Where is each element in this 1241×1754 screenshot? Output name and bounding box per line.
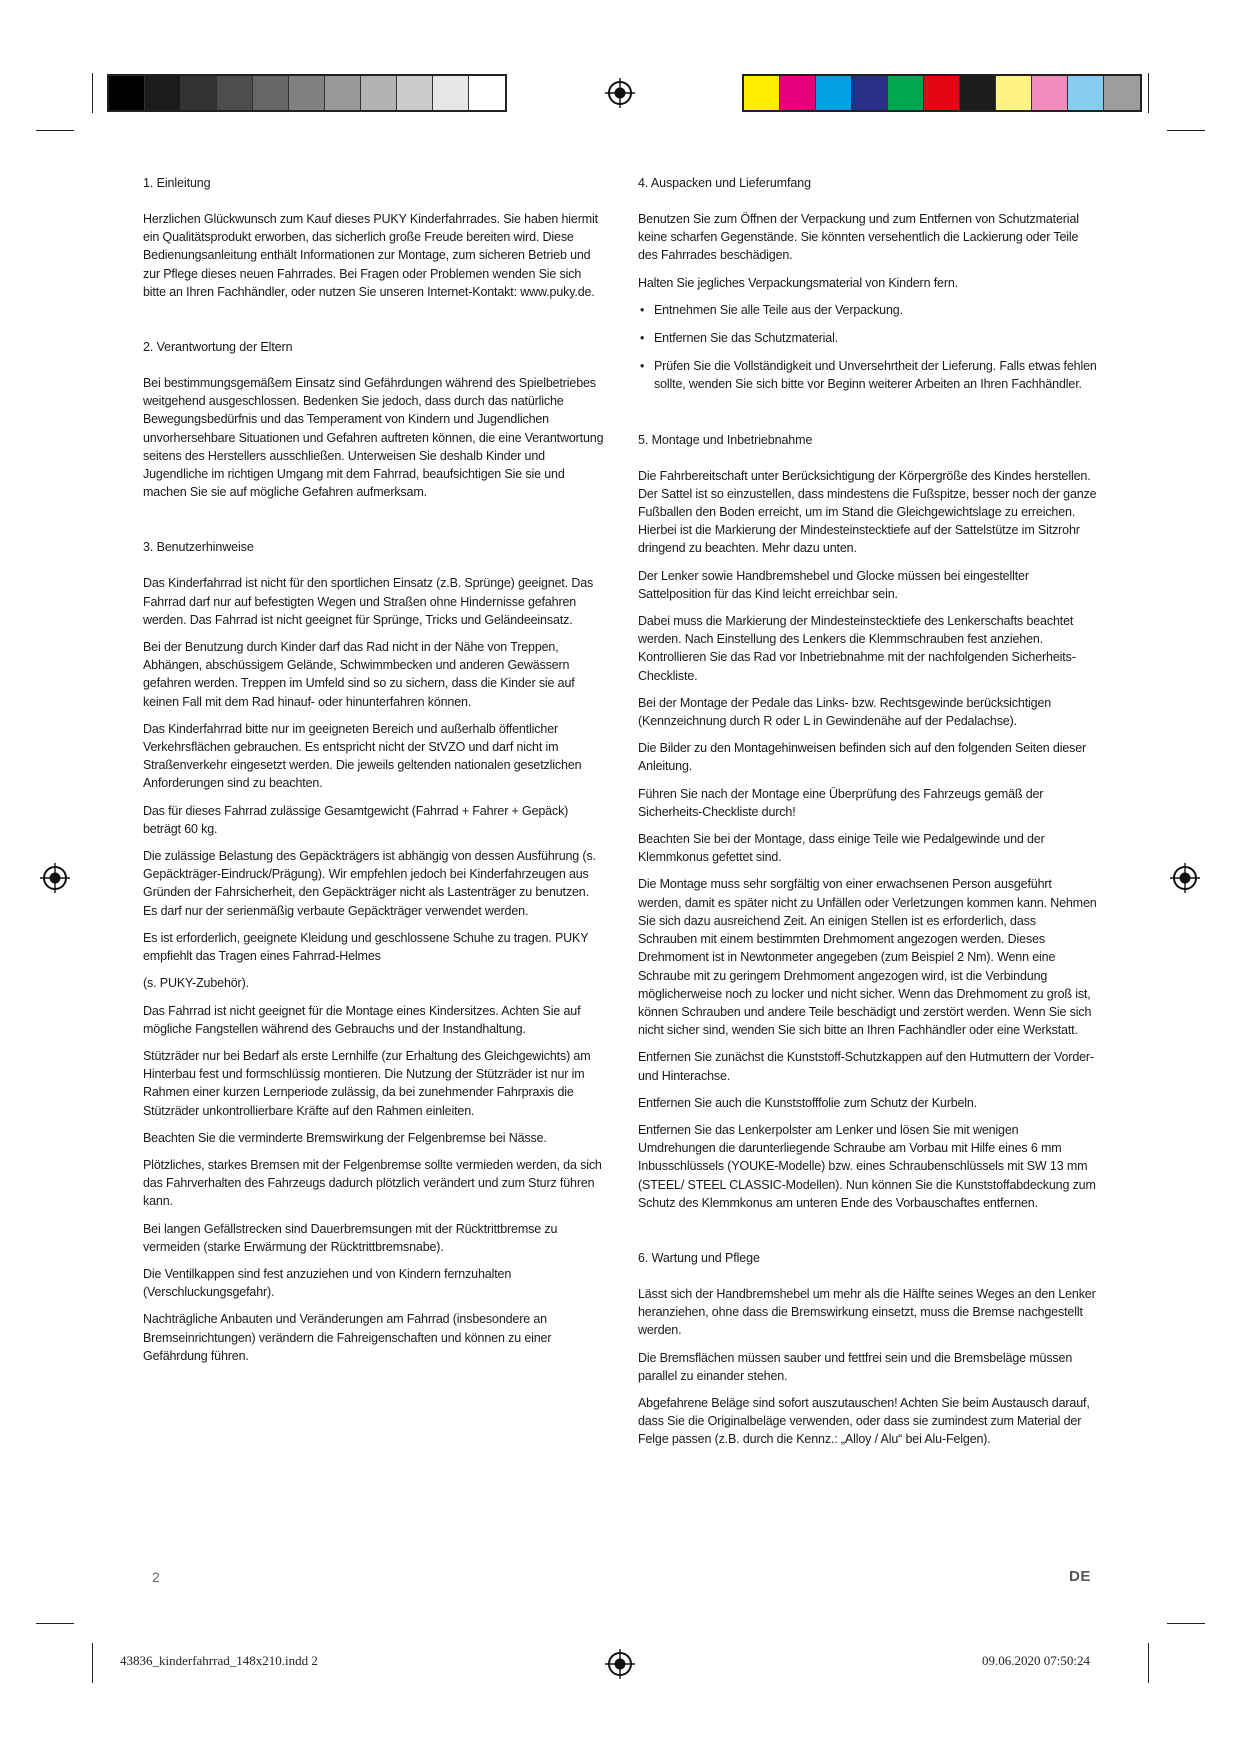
paragraph: Bei der Montage der Pedale das Links- bzw. Rechtsgewinde berücksichtigen (Kennzeichnung durch R oder L in Gewindenähe auf der Pedalachse). bbox=[638, 695, 1052, 729]
color-swatch bbox=[888, 76, 924, 110]
crop-mark bbox=[36, 130, 74, 131]
paragraph: Dabei muss die Markierung der Mindesteinstecktiefe des Lenkerschafts beachtet werden. Nach Einstellung des Lenkers die Klemmschrauben fest anziehen. Kontrollieren Sie das Rad vor Inbetriebnahme mit der nachfolgenden Sicherheits-Checkliste. bbox=[638, 614, 1076, 683]
paragraph: Bei bestimmungsgemäßem Einsatz sind Gefährdungen während des Spielbetriebes weitgehend ausgeschlossen. Bedenken Sie jedoch, dass durch das natürliche Bewegungsbedürfnis und das Temperament von Kindern und Jugendlichen unvorhersehbare Situationen und Gefahren auftreten können, die eine Verantwortung seitens des Herstellers ausschließen. Unterweisen Sie deshalb Kinder und Jugendliche im richtigen Umgang mit dem Fahrrad, beaufsichtigen Sie sie und machen Sie sie auf mögliche Gefahren aufmerksam. bbox=[143, 376, 604, 500]
section-wartung bbox=[638, 1250, 1098, 1449]
color-swatch bbox=[960, 76, 996, 110]
color-swatch bbox=[852, 76, 888, 110]
registration-mark-icon bbox=[605, 78, 635, 108]
gray-swatch bbox=[289, 76, 325, 110]
registration-mark-icon bbox=[40, 863, 70, 893]
list-item: • Prüfen Sie die Vollständigkeit und Unversehrtheit der Lieferung. Falls etwas fehlen sollte, wenden Sie sich bitte vor Beginn weiterer Arbeiten an Ihren Fachhändler. bbox=[638, 357, 1098, 393]
gray-swatch bbox=[217, 76, 253, 110]
print-slug-date: 09.06.2020 07:50:24 bbox=[982, 1653, 1090, 1668]
color-swatch bbox=[996, 76, 1032, 110]
paragraph: Die Ventilkappen sind fest anzuziehen und von Kindern fernzuhalten (Verschluckungsgefahr). bbox=[143, 1266, 512, 1300]
paragraph: Abgefahrene Beläge sind sofort auszutauschen! Achten Sie beim Austausch darauf, dass Sie die Originalbeläge verwenden, oder dass sie zumindest zum Material der Felge passen (z.B. durch die Kennz.: „Alloy / Alu“ bei Alu-Felgen). bbox=[638, 1395, 1090, 1447]
section-heading: 6. Wartung und Pflege bbox=[638, 1250, 760, 1265]
paragraph: Das Kinderfahrrad ist nicht für den sportlichen Einsatz (z.B. Sprünge) geeignet. Das Fahrrad darf nur auf befestigten Wegen und Straßen ohne Hindernisse gefahren werden. Das Fahrrad ist nicht geeignet für Sprünge, Tricks und Geländeeinsatz. bbox=[143, 576, 594, 627]
crop-mark bbox=[1148, 1643, 1149, 1683]
gray-swatch bbox=[433, 76, 469, 110]
color-swatch bbox=[816, 76, 852, 110]
process-color-bar bbox=[742, 74, 1142, 112]
left-column bbox=[143, 175, 606, 1403]
paragraph: Lässt sich der Handbremshebel um mehr als die Hälfte seines Weges an den Lenker heranziehen, ohne dass die Bremswirkung einsetzt, muss die Bremse nachgestellt werden. bbox=[638, 1286, 1096, 1338]
paragraph: Bei langen Gefällstrecken sind Dauerbremsungen mit der Rücktrittbremse zu vermeiden (starke Erwärmung der Rücktrittbremsnabe). bbox=[143, 1221, 558, 1254]
gray-swatch bbox=[325, 76, 361, 110]
color-swatch bbox=[1032, 76, 1068, 110]
paragraph: Entfernen Sie zunächst die Kunststoff-Schutzkappen auf den Hutmuttern der Vorder- und Hinterachse. bbox=[638, 1050, 1094, 1083]
color-swatch bbox=[1068, 76, 1104, 110]
paragraph: Halten Sie jegliches Verpackungsmaterial von Kindern fern. bbox=[638, 275, 958, 290]
section-heading: 4. Auspacken und Lieferumfang bbox=[638, 176, 811, 190]
gray-swatch bbox=[361, 76, 397, 110]
registration-mark-icon bbox=[1170, 863, 1200, 893]
paragraph: Die Fahrbereitschaft unter Berücksichtigung der Körpergröße des Kindes herstellen. Der Sattel ist so einzustellen, dass mindestens die Fußspitze, besser noch der ganze Fußballen den Boden erreicht, um im Stand die Gleichgewichtslage zu erreichen. Hierbei ist die Markierung der Mindesteinstecktiefe auf der Sattelstütze im Sitzrohr dringend zu beachten. Mehr dazu unten. bbox=[638, 468, 1097, 556]
bullet-list bbox=[638, 301, 1098, 394]
paragraph: Stützräder nur bei Bedarf als erste Lernhilfe (zur Erhaltung des Gleichgewichts) am Hinterbau fest und formschlüssig montieren. Die Nutzung der Stützräder ist nur im Rahmen einer kurzen Lernperiode zulässig, da bei zunehmender Fahrpraxis die Stützräder unkontrollierbare Kräfte auf den Rahmen einleiten. bbox=[143, 1048, 591, 1118]
color-swatch bbox=[1104, 76, 1140, 110]
list-item: • Entnehmen Sie alle Teile aus der Verpackung. bbox=[638, 301, 1098, 319]
crop-mark bbox=[92, 73, 93, 113]
color-swatch bbox=[780, 76, 816, 110]
paragraph: Das Fahrrad ist nicht geeignet für die Montage eines Kindersitzes. Achten Sie auf mögliche Fangstellen während des Gebrauchs und der Instandhaltung. bbox=[143, 1003, 581, 1036]
gray-swatch bbox=[109, 76, 145, 110]
paragraph: Die Montage muss sehr sorgfältig von einer erwachsenen Person ausgeführt werden, damit es später nicht zu Unfällen oder Verletzungen kommen kann. Nehmen Sie sich dazu ausreichend Zeit. An einigen Stellen ist es erforderlich, dass Schrauben mit einem bestimmten Drehmoment angezogen werden. Dieses Drehmoment ist in Newtonmeter angegeben (zum Beispiel 2 Nm). Wenn eine Schraube mit zu geringem Drehmoment angezogen wird, ist die Verbindung möglicherweise noch zu locker und nicht sicher. Wenn das Drehmoment zu groß ist, können Schrauben und andere Teile beschädigt und zerstört werden. Wenn Sie sich nicht sicher sind, wenden Sie sich bitte an Ihren Fachhändler oder eine Werkstatt. bbox=[638, 877, 1097, 1038]
right-column bbox=[638, 175, 1098, 1487]
paragraph: Das Kinderfahrrad bitte nur im geeigneten Bereich und außerhalb öffentlicher Verkehrsflächen gebrauchen. Es entspricht nicht der StVZO und darf nicht im Straßenverkehr eingesetzt werden. Die jeweils geltenden nationalen gesetzlichen Anforderungen sind zu beachten. bbox=[143, 721, 582, 791]
paragraph: Plötzliches, starkes Bremsen mit der Felgenbremse sollte vermieden werden, da sich das Fahrverhalten des Fahrzeugs dadurch plötzlich verändert und zum Sturz führen kann. bbox=[143, 1157, 602, 1209]
section-heading: 3. Benutzerhinweise bbox=[143, 540, 254, 555]
paragraph: Entfernen Sie das Lenkerpolster am Lenker und lösen Sie mit wenigen Umdrehungen die darunterliegende Schraube am Vorbau mit Hilfe eines 6 mm Inbusschlüssels (YOUKE-Modelle) bzw. eines Schraubenschlüssels mit SW 13 mm (STEEL/ STEEL CLASSIC-Modellen). Nun können Sie die Kunststoffabdeckung zum Schutz des Klemmkonus am unteren Ende des Vorbauschaftes entfernen. bbox=[638, 1122, 1096, 1210]
paragraph: Die zulässige Belastung des Gepäckträgers ist abhängig von dessen Ausführung (s. Gepäckträger-Eindruck/Prägung). Wir empfehlen jedoch bei Kinderfahrzeugen aus Gründen der Fahrsicherheit, den Gepäckträger nicht als Lastenträger zu benutzen. Es darf nur der serienmäßig verbaute Gepäckträger verwendet werden. bbox=[143, 849, 596, 918]
paragraph: Das für dieses Fahrrad zulässige Gesamtgewicht (Fahrrad + Fahrer + Gepäck) beträgt 60 kg. bbox=[143, 803, 569, 836]
paragraph: Beachten Sie die verminderte Bremswirkung der Felgenbremse bei Nässe. bbox=[143, 1130, 547, 1145]
paragraph: Die Bilder zu den Montagehinweisen befinden sich auf den folgenden Seiten dieser Anleitung. bbox=[638, 741, 1087, 774]
paragraph: Herzlichen Glückwunsch zum Kauf dieses PUKY Kinderfahrrades. Sie haben hiermit ein Qualitätsprodukt erworben, das sicherlich große Freude bereiten wird. Diese Bedienungsanleitung enthält Informationen zur Montage, zum sicheren Betrieb und zur Pflege dieses neuen Fahrrades. Bei Fragen oder Problemen wenden Sie sich bitte an Ihren Fachhändler, oder nutzen Sie unseren Internet-Kontakt: www.puky.de. bbox=[143, 212, 598, 299]
section-einleitung bbox=[143, 175, 606, 301]
section-benutzerhinweise bbox=[143, 539, 606, 1365]
gray-swatch bbox=[469, 76, 505, 110]
language-code: DE bbox=[1069, 1568, 1091, 1585]
section-heading: 5. Montage und Inbetriebnahme bbox=[638, 432, 813, 447]
section-heading: 2. Verantwortung der Eltern bbox=[143, 340, 293, 355]
section-montage bbox=[638, 432, 1098, 1212]
color-swatch bbox=[744, 76, 780, 110]
paragraph: (s. PUKY-Zubehör). bbox=[143, 976, 249, 991]
paragraph: Der Lenker sowie Handbremshebel und Glocke müssen bei eingestellter Sattelposition für das Kind leicht erreichbar sein. bbox=[638, 568, 1029, 601]
paragraph: Entfernen Sie auch die Kunststofffolie zum Schutz der Kurbeln. bbox=[638, 1095, 978, 1110]
list-item: • Entfernen Sie das Schutzmaterial. bbox=[638, 329, 1098, 347]
section-verantwortung bbox=[143, 339, 606, 501]
crop-mark bbox=[36, 1623, 74, 1624]
section-heading: 1. Einleitung bbox=[143, 176, 211, 190]
paragraph: Benutzen Sie zum Öffnen der Verpackung und zum Entfernen von Schutzmaterial keine scharfen Gegenstände. Sie könnten versehentlich die Lackierung oder Teile des Fahrrades beschädigen. bbox=[638, 212, 1079, 263]
gray-swatch bbox=[145, 76, 181, 110]
paragraph: Bei der Benutzung durch Kinder darf das Rad nicht in der Nähe von Treppen, Abhängen, abschüssigem Gelände, Schwimmbecken und anderen Gewässern gefahren werden. Treppen im Umfeld sind so zu sichern, dass die Kinder sie auf keinen Fall mit dem Rad hinauf- oder hinunterfahren können. bbox=[143, 640, 575, 709]
page-number: 2 bbox=[152, 1569, 160, 1585]
gray-swatch bbox=[397, 76, 433, 110]
crop-mark bbox=[1167, 1623, 1205, 1624]
section-auspacken bbox=[638, 175, 1098, 394]
paragraph: Es ist erforderlich, geeignete Kleidung und geschlossene Schuhe zu tragen. PUKY empfiehlt das Tragen eines Fahrrad-Helmes bbox=[143, 930, 589, 964]
crop-mark bbox=[1148, 73, 1149, 113]
gray-swatch bbox=[181, 76, 217, 110]
paragraph: Nachträgliche Anbauten und Veränderungen am Fahrrad (insbesondere an Bremseinrichtungen) verändern die Fahreigenschaften und können zu einer Gefährdung führen. bbox=[143, 1312, 552, 1363]
paragraph: Die Bremsflächen müssen sauber und fettfrei sein und die Bremsbeläge müssen parallel zu einander stehen. bbox=[638, 1350, 1073, 1383]
print-slug-filename: 43836_kinderfahrrad_148x210.indd 2 bbox=[120, 1653, 318, 1668]
crop-mark bbox=[1167, 130, 1205, 131]
crop-mark bbox=[92, 1643, 93, 1683]
color-swatch bbox=[924, 76, 960, 110]
paragraph: Führen Sie nach der Montage eine Überprüfung des Fahrzeugs gemäß der Sicherheits-Checkliste durch! bbox=[638, 786, 1044, 819]
grayscale-color-bar bbox=[107, 74, 507, 112]
paragraph: Beachten Sie bei der Montage, dass einige Teile wie Pedalgewinde und der Klemmkonus gefettet sind. bbox=[638, 832, 1045, 865]
registration-mark-icon bbox=[605, 1649, 635, 1679]
gray-swatch bbox=[253, 76, 289, 110]
